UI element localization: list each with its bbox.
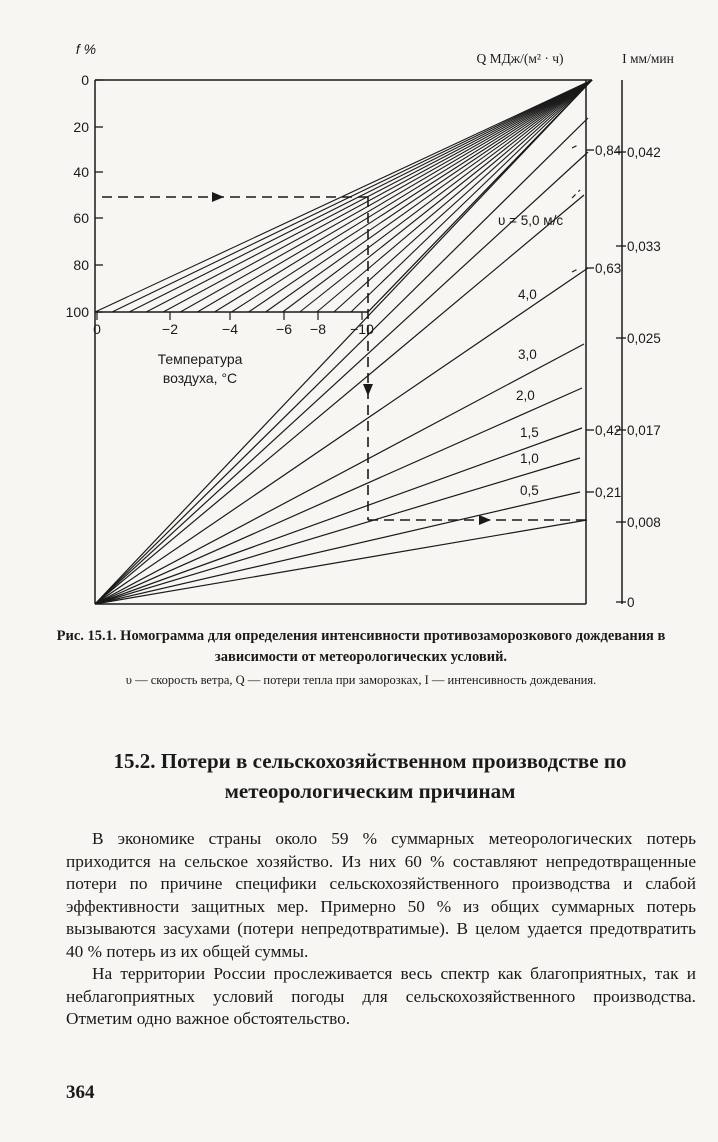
f-tick-label: 80 <box>73 257 89 273</box>
series-continuation <box>572 190 580 198</box>
wind-speed-label: υ = 5,0 м/с <box>498 213 564 228</box>
temperature-tick-label: −10 <box>350 321 374 337</box>
temperature-axis-label-line2: воздуха, °С <box>162 370 238 386</box>
q-tick-label: 0,63 <box>595 261 622 276</box>
arrow-right-upper <box>212 192 224 202</box>
figure-caption-block <box>50 626 672 689</box>
lower-fan-line <box>95 428 582 604</box>
temperature-tick-label: −8 <box>310 321 326 337</box>
wind-speed-label: 1,5 <box>520 425 539 440</box>
paragraph-2: На территории России прослеживается весь спектр как благоприятных, так и неблагоприятных условий погоды для сельскохозяйственного производства. Отметим одно важное обстоятельство. <box>66 964 696 1028</box>
upper-fan-line <box>197 80 592 312</box>
upper-fan-line <box>163 80 592 312</box>
arrow-down <box>363 384 373 396</box>
wind-speed-label: 4,0 <box>518 287 537 302</box>
i-tick-label: 0,042 <box>627 145 661 160</box>
upper-fan-lines <box>95 80 592 312</box>
f-tick-label: 100 <box>65 304 89 320</box>
temperature-tick-label: 0 <box>93 321 101 337</box>
lower-fan-line <box>95 80 592 604</box>
lower-fan-lines <box>95 80 592 604</box>
figure-legend: υ — скорость ветра, Q — потери тепла при заморозках, I — интенсивность дождевания. <box>125 673 597 687</box>
temperature-tick-label: −4 <box>222 321 238 337</box>
upper-fan-line <box>334 80 592 312</box>
wind-speed-label: 2,0 <box>516 388 535 403</box>
upper-fan-line <box>317 80 592 312</box>
paragraph-1: В экономике страны около 59 % суммарных метеорологических потерь приходится на сельское хозяйство. Из них 60 % составляют непредотвращенные потери по причине специфики сельскохозяйственного производства и слабой эффективности защитных мер. Примерно 50 % из общих суммарных потерь вызываются засухами (потери непредотвратимые). В целом удается предотвратить 40 % потерь из их общей суммы. <box>66 829 696 961</box>
upper-fan-line <box>214 80 592 312</box>
series-continuation <box>572 144 580 148</box>
section-heading: 15.2. Потери в сельскохозяйственном производстве по метеорологическим причинам <box>113 749 627 803</box>
series-continuation <box>572 268 580 272</box>
f-tick-label: 20 <box>73 119 89 135</box>
page-number: 364 <box>66 1082 95 1103</box>
upper-fan-line <box>180 80 592 312</box>
i-tick-label: 0,033 <box>627 239 661 254</box>
temperature-tick-label: −2 <box>162 321 178 337</box>
lower-fan-line <box>95 268 588 604</box>
figure-caption: Рис. 15.1. Номограмма для определения интенсивности противозаморозкового дождевания в зависимости от метеорологических условий. <box>56 628 666 665</box>
temperature-tick-label: −6 <box>276 321 292 337</box>
lower-fan-line <box>95 520 587 604</box>
chart-labels <box>66 41 674 610</box>
i-tick-label: 0,008 <box>627 515 661 530</box>
lower-fan-line <box>95 492 580 604</box>
f-axis-label: f % <box>75 41 97 57</box>
i-axis-label: I мм/мин <box>622 51 674 66</box>
arrow-right-lower <box>479 515 491 525</box>
upper-fan-line <box>129 80 592 312</box>
lower-fan-line <box>95 458 580 604</box>
f-tick-label: 40 <box>73 164 89 180</box>
section-body <box>66 828 696 1031</box>
q-axis-label: Q МДж/(м² · ч) <box>476 51 564 66</box>
q-tick-label: 0,21 <box>595 485 622 500</box>
i-tick-label: 0 <box>627 595 635 610</box>
i-tick-label: 0,025 <box>627 331 661 346</box>
f-tick-label: 0 <box>81 72 89 88</box>
wind-speed-label: 1,0 <box>520 451 539 466</box>
upper-fan-line <box>112 80 592 312</box>
lower-fan-line <box>95 195 584 604</box>
i-tick-label: 0,017 <box>627 423 661 438</box>
temperature-axis-label-line1: Температура <box>157 351 243 367</box>
wind-speed-label: 0,5 <box>520 483 539 498</box>
upper-fan-line <box>266 80 592 312</box>
q-tick-label: 0,42 <box>595 423 622 438</box>
q-tick-label: 0,84 <box>595 143 622 158</box>
f-tick-label: 60 <box>73 210 89 226</box>
wind-speed-label: 3,0 <box>518 347 537 362</box>
upper-fan-line <box>232 80 593 312</box>
upper-fan-line <box>283 80 592 312</box>
lower-fan-line <box>95 388 582 604</box>
